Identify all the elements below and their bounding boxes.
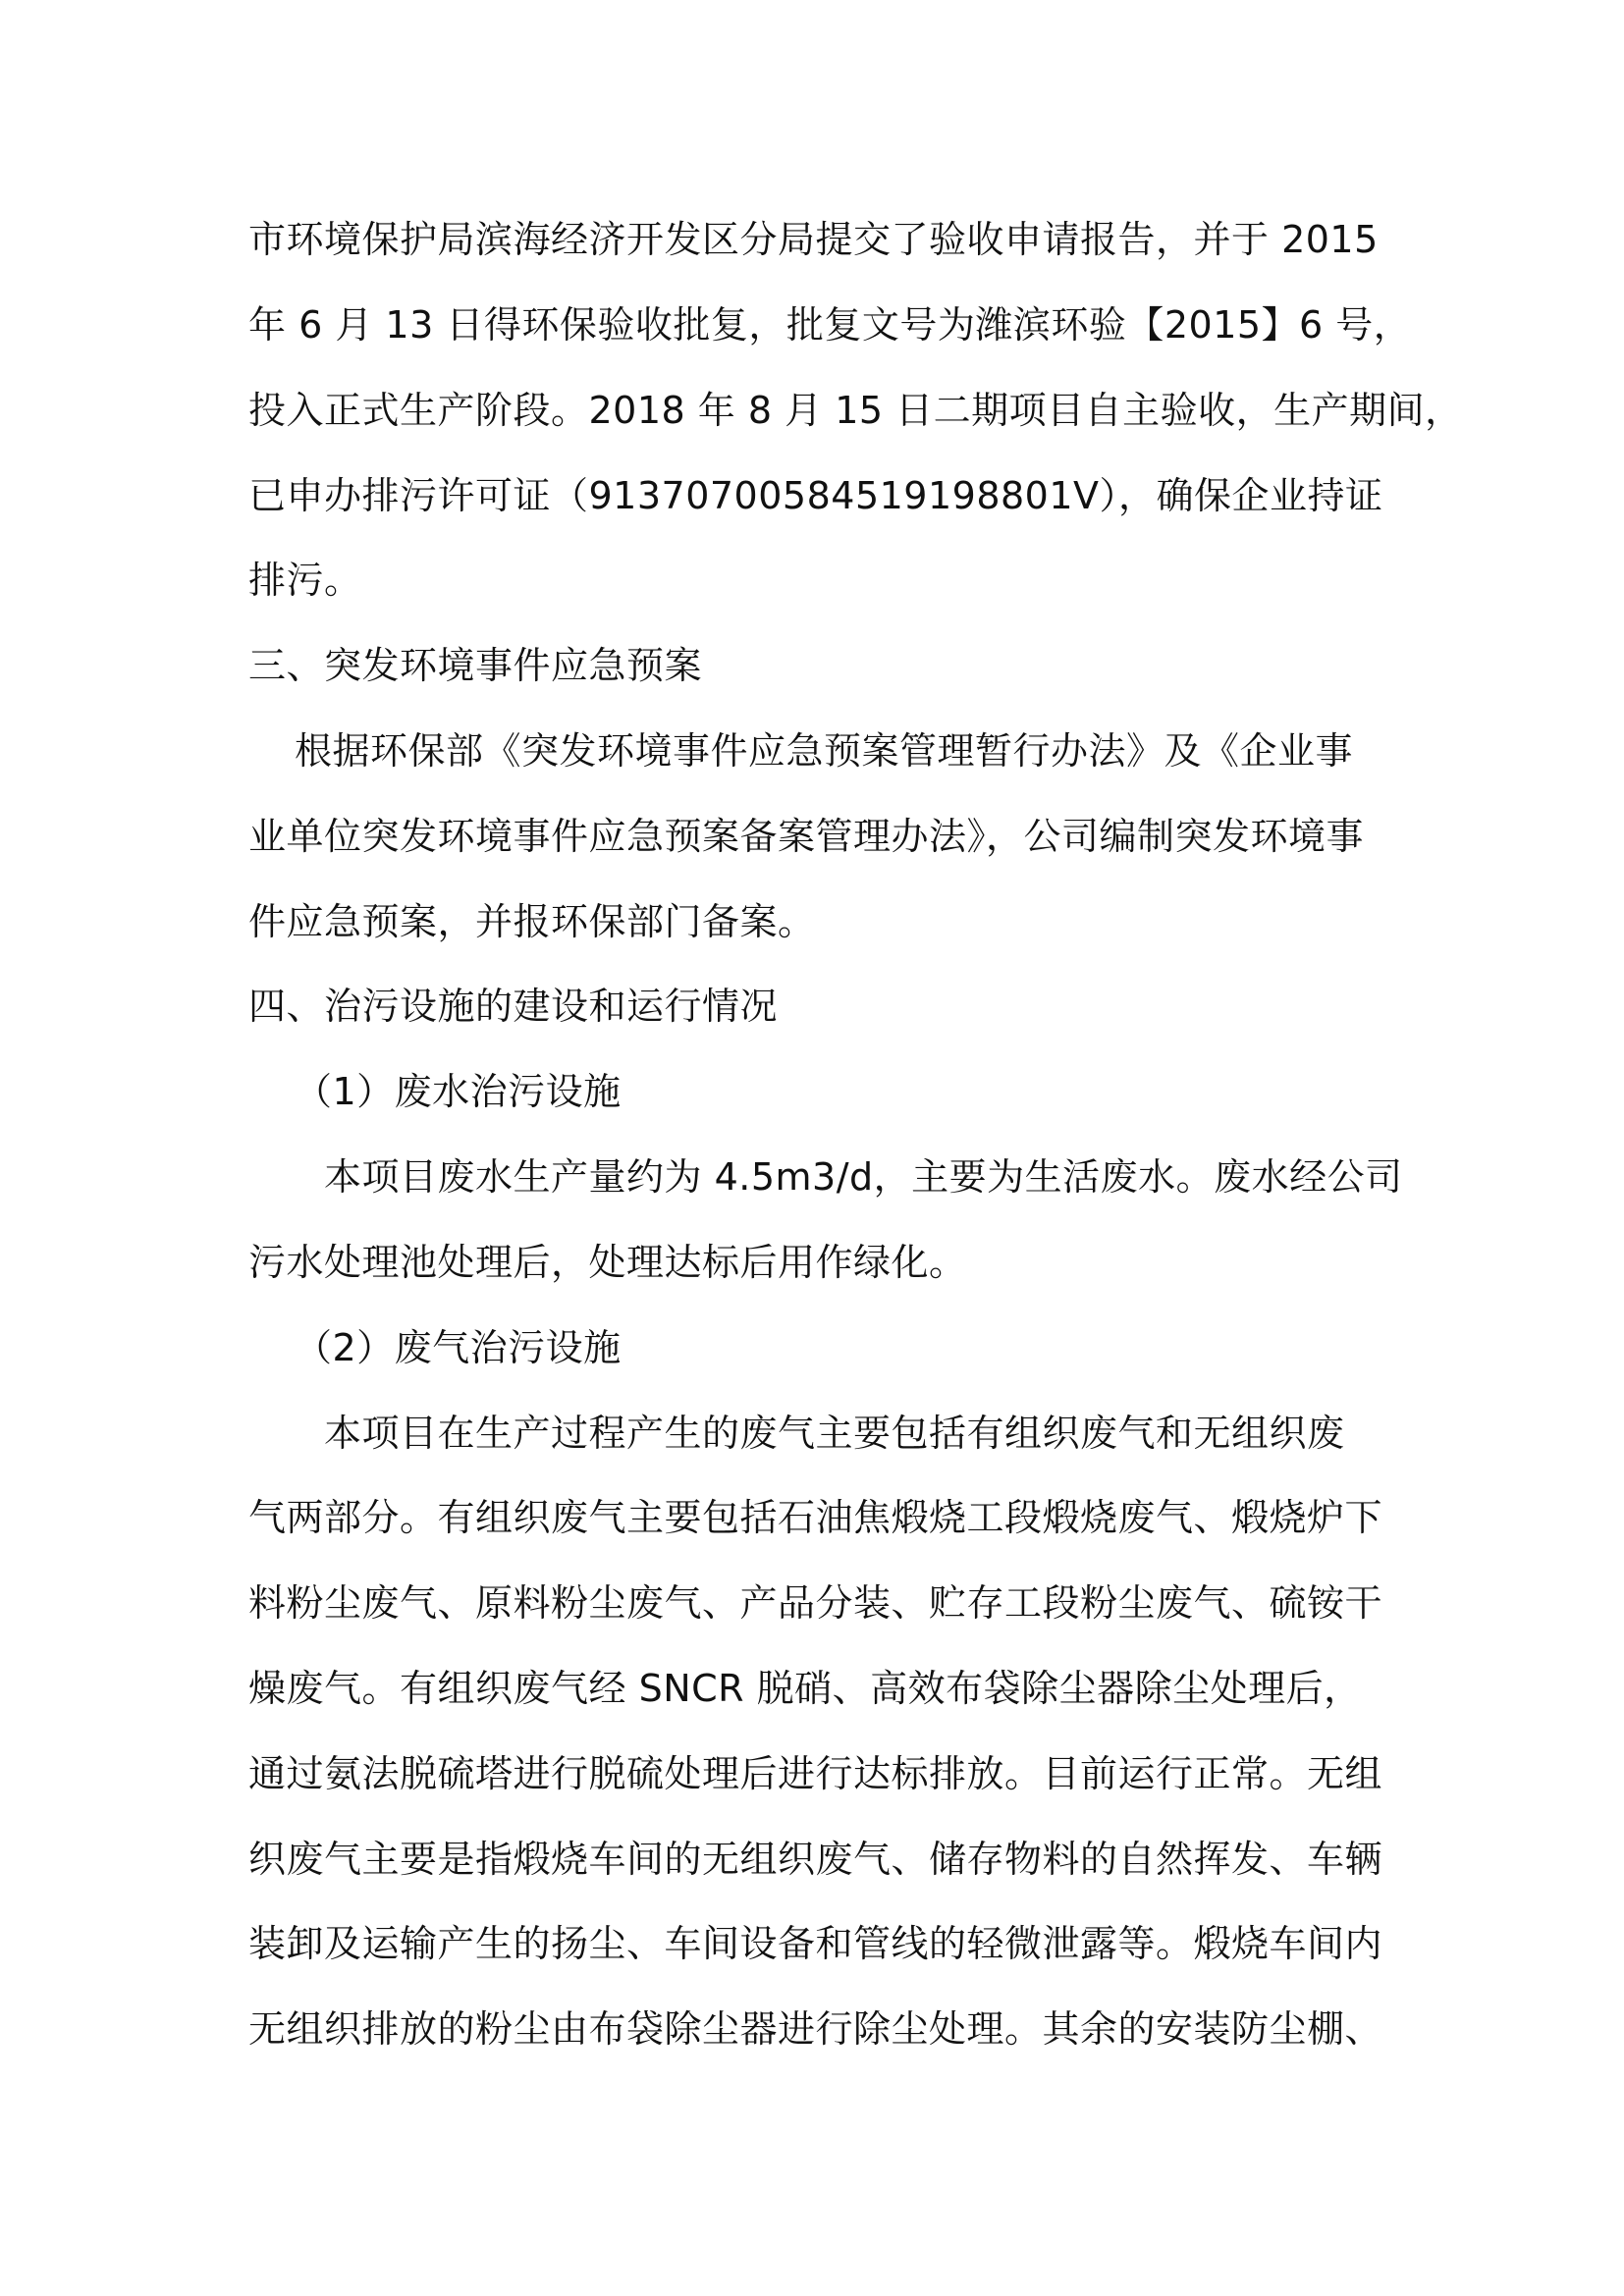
paragraph-line: 燥废气。有组织废气经 SNCR 脱硝、高效布袋除尘器除尘处理后， [248,1667,1362,1710]
paragraph-line: 无组织排放的粉尘由布袋除尘器进行除尘处理。其余的安装防尘棚、 [248,2007,1383,2051]
paragraph-line: 业单位突发环境事件应急预案备案管理办法》，公司编制突发环境事 [248,815,1365,858]
paragraph-line: 投入正式生产阶段。2018 年 8 月 15 日二期项目自主验收，生产期间， [248,389,1463,432]
paragraph-line: 本项目在生产过程产生的废气主要包括有组织废气和无组织废 [324,1412,1345,1455]
paragraph-line: 排污。 [248,559,362,602]
paragraph-line: 织废气主要是指煅烧车间的无组织废气、储存物料的自然挥发、车辆 [248,1838,1383,1881]
paragraph-line: 已申办排污许可证（91370700584519198801V），确保企业持证 [248,474,1383,517]
paragraph-line: 装卸及运输产生的扬尘、车间设备和管线的轻微泄露等。煅烧车间内 [248,1922,1383,1965]
subsection-heading: （2）废气治污设施 [295,1326,622,1369]
paragraph-line: 件应急预案，并报环保部门备案。 [248,900,816,943]
section-heading: 三、突发环境事件应急预案 [248,644,703,687]
paragraph-line: 市环境保护局滨海经济开发区分局提交了验收申请报告，并于 2015 [248,218,1379,261]
paragraph-line: 通过氨法脱硫塔进行脱硫处理后进行达标排放。目前运行正常。无组 [248,1752,1383,1795]
paragraph-line: 气两部分。有组织废气主要包括石油焦煅烧工段煅烧废气、煅烧炉下 [248,1496,1383,1539]
paragraph-line: 年 6 月 13 日得环保验收批复，批复文号为潍滨环验【2015】6 号， [248,303,1412,347]
paragraph-line: 本项目废水生产量约为 4.5m3/d，主要为生活废水。废水经公司 [324,1155,1403,1199]
paragraph-line: 料粉尘废气、原料粉尘废气、产品分装、贮存工段粉尘废气、硫铵干 [248,1581,1383,1625]
paragraph-line: 污水处理池处理后，处理达标后用作绿化。 [248,1241,967,1284]
subsection-heading: （1）废水治污设施 [295,1070,622,1113]
paragraph-line: 根据环保部《突发环境事件应急预案管理暂行办法》及《企业事 [295,729,1354,773]
section-heading: 四、治污设施的建设和运行情况 [248,985,779,1028]
